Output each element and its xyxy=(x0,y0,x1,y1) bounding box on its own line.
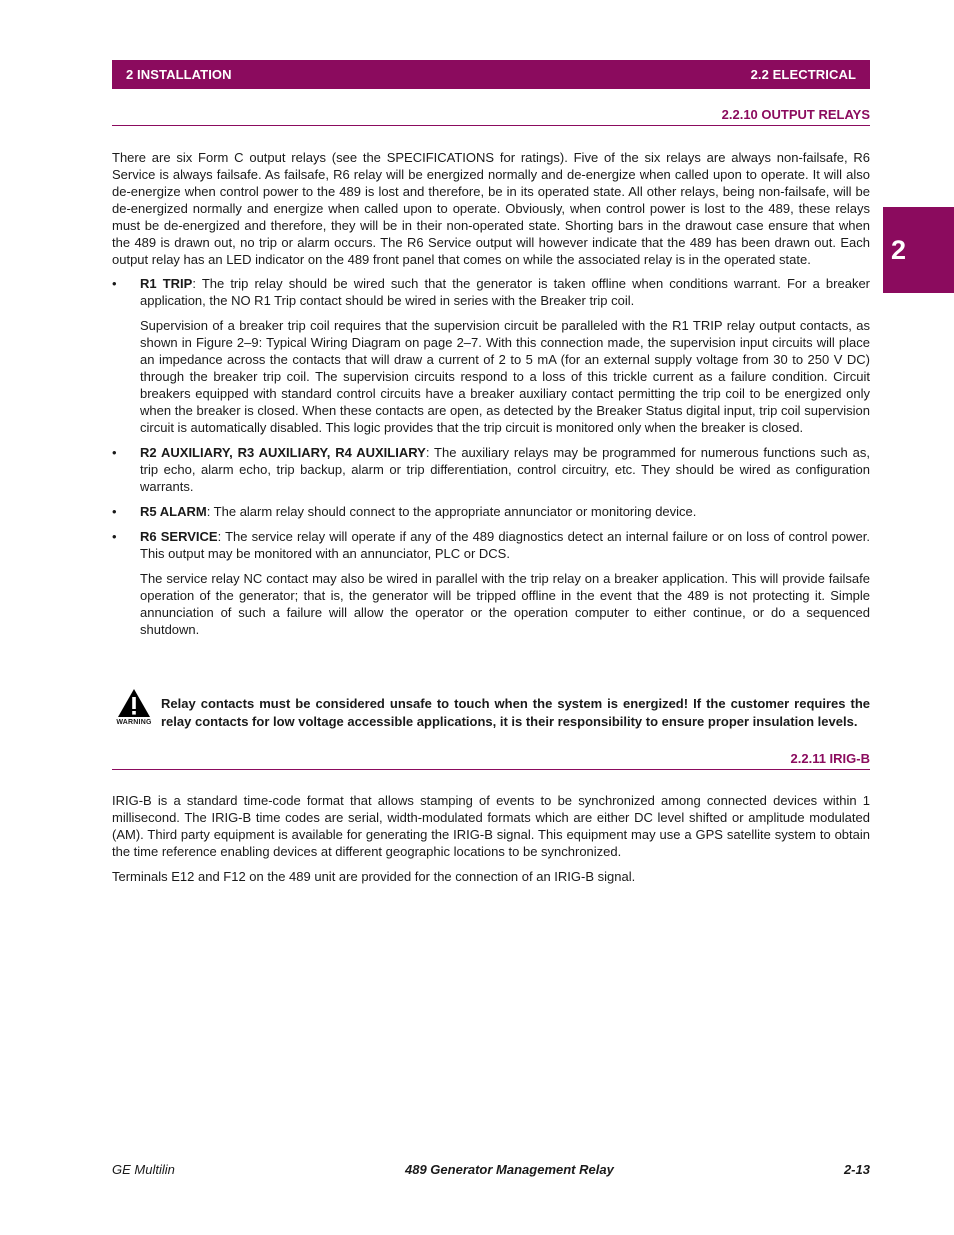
bullet-label: R6 SERVICE xyxy=(140,529,218,544)
bullet-r5-alarm xyxy=(112,503,870,520)
irig-b-body xyxy=(112,792,870,885)
bullet-label: R5 ALARM xyxy=(140,504,207,519)
bullet-symbol: • xyxy=(112,529,117,544)
page-header-bar xyxy=(112,60,870,89)
bullet-text: : The service relay will operate if any of the 489 diagnostics detect an internal failure or on loss of control power. This output may be monitored with an annunciator, PLC or DCS. xyxy=(140,529,870,561)
warning-notice xyxy=(112,682,870,743)
footer-company: GE Multilin xyxy=(112,1162,175,1177)
r6-failsafe-paragraph: The service relay NC contact may also be wired in parallel with the trip relay on a breaker application. This will provide failsafe operation of the generator; that is, the generator will be tripped offline in the event that the 489 is not protecting it. Simple annunciation of such a failure will allow the operator or the operation computer to either continue, or do a sequenced shutdown. xyxy=(140,571,870,637)
bullet-auxiliary xyxy=(112,444,870,495)
header-chapter-title: 2 INSTALLATION xyxy=(126,67,232,82)
section-heading-irig-b xyxy=(112,751,870,770)
section-title: 2.2.11 IRIG-B xyxy=(790,751,870,766)
footer-product-title: 489 Generator Management Relay xyxy=(405,1162,614,1177)
warning-icon xyxy=(112,688,156,738)
bullet-text: : The alarm relay should connect to the appropriate annunciator or monitoring device. xyxy=(206,504,697,519)
r1-supervision-paragraph: Supervision of a breaker trip coil requires that the supervision circuit be paralleled with the R1 TRIP relay output contacts, as shown in Figure 2–9: Typical Wiring Diagram on page 2–7. With this connection made, the supervision input circuits will place an impedance across the contacts that will draw a current of 2 to 5 mA (for an external supply voltage from 30 to 250 V DC) through the breaker trip coil. The supervision circuits respond to a loss of this trickle current as a failure condition. Circuit breakers equipped with standard control circuits have a breaker auxiliary contact permitting the trip coil to be energized only when the breaker is closed. When these contacts are open, as detected by the Breaker Status digital input, trip coil supervision circuit is automatically disabled. This logic provides that the trip circuit is monitored only when the breaker is closed. xyxy=(140,318,870,435)
page-footer xyxy=(112,1162,870,1177)
bullet-label: R1 TRIP xyxy=(140,276,193,291)
bullet-symbol: • xyxy=(112,276,117,291)
bullet-text: : The auxiliary relays may be programmed for numerous functions such as, trip echo, alarm echo, trip backup, alarm or trip differentiation, control circuitry, etc. They should be wired as configuration warrants. xyxy=(140,445,870,494)
bullet-symbol: • xyxy=(112,504,117,519)
warning-caption: WARNING xyxy=(116,719,152,726)
bullet-label: R2 AUXILIARY, R3 AUXILIARY, R4 AUXILIARY xyxy=(140,445,426,460)
irig-b-paragraph: IRIG-B is a standard time-code format that allows stamping of events to be synchronized among connected devices within 1 millisecond. The IRIG-B time codes are serial, width-modulated formats which are either DC level shifted or amplitude modulated (AM). Third party equipment is available for generating the IRIG-B signal. This equipment may use a GPS satellite system to obtain the time reference enabling devices at different geographic locations to be synchronized. xyxy=(112,793,870,859)
bullet-r1-trip xyxy=(112,275,870,309)
bullet-r6-service xyxy=(112,528,870,562)
chapter-tab xyxy=(883,207,954,293)
section-heading-output-relays xyxy=(112,107,870,126)
warning-triangle-icon xyxy=(117,688,151,718)
bullet-symbol: • xyxy=(112,445,117,460)
intro-paragraph: There are six Form C output relays (see the SPECIFICATIONS for ratings). Five of the six relays are always non-failsafe, R6 Service is always failsafe. As failsafe, R6 relay will be energized normally and de-energize when called upon to operate. It will also de-energize when control power to the 489 is lost and therefore, be in its operated state. All other relays, being non-failsafe, will be de-energized normally and energize when called upon to operate. Obviously, when control power is lost to the 489, these relays must be de-energized and therefore, they will be in their non-operated state. Shorting bars in the drawout case ensure that when the 489 is drawn out, no trip or alarm occurs. The R6 Service output will however indicate that the 489 has been drawn out. Each output relay has an LED indicator on the 489 front panel that comes on while the associated relay is in the operated state. xyxy=(112,150,870,267)
footer-page-number: 2-13 xyxy=(843,1162,870,1177)
bullet-text: : The trip relay should be wired such that the generator is taken offline when conditions warrant. For a breaker application, the NO R1 Trip contact should be wired in series with the Breaker trip coil. xyxy=(140,276,871,308)
output-relays-body xyxy=(112,149,870,638)
irig-b-terminals-paragraph: Terminals E12 and F12 on the 489 unit are provided for the connection of an IRIG-B signal. xyxy=(112,869,636,884)
warning-text: Relay contacts must be considered unsafe to touch when the system is energized! If the customer requires the relay contacts for low voltage accessible applications, it is their responsibility to ensure proper insulation levels. xyxy=(161,696,870,729)
chapter-tab-number: 2 xyxy=(891,234,907,265)
header-section-title: 2.2 ELECTRICAL xyxy=(750,67,856,82)
section-title: 2.2.10 OUTPUT RELAYS xyxy=(721,107,870,122)
